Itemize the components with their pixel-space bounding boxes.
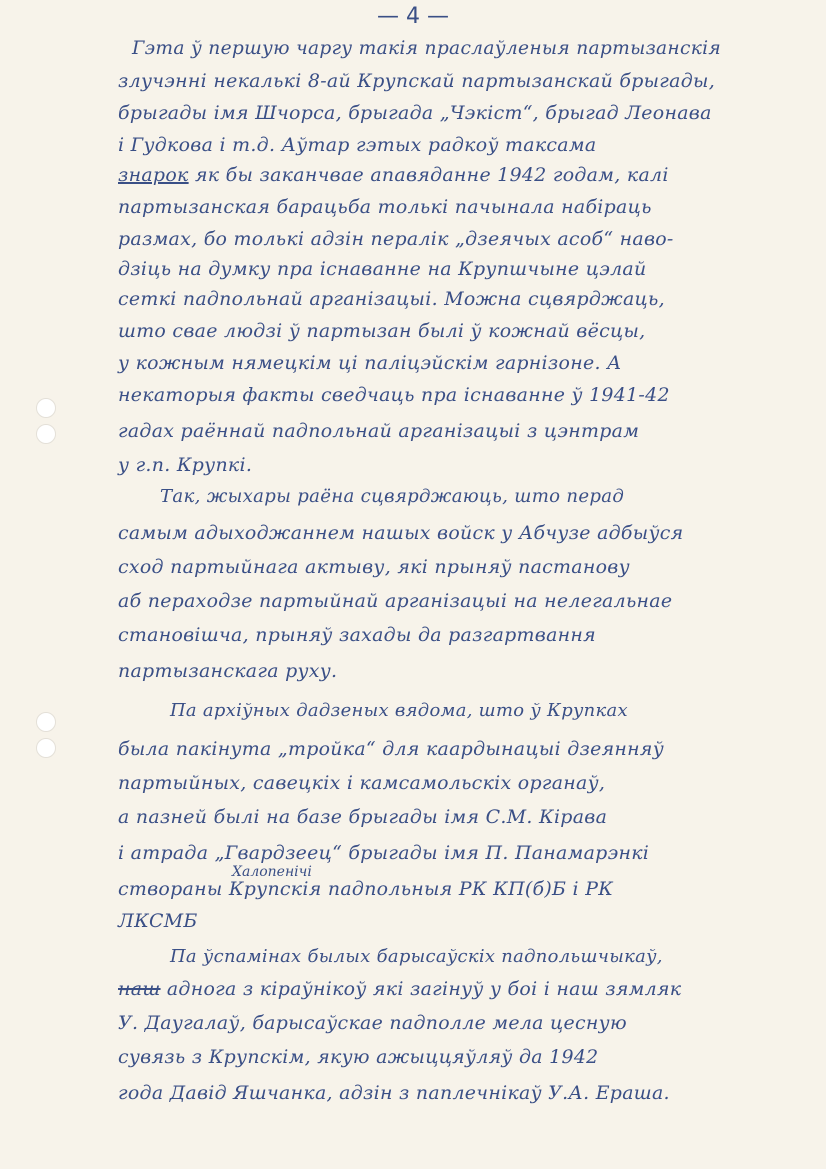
text-line: Так, жыхары раёна сцвярджаюць, што перад — [160, 486, 625, 507]
text-line: у кожным нямецкім ці паліцэйскім гарнізоне. А — [118, 352, 622, 374]
text-line: і Гудкова і т.д. Аўтар гэтых радкоў таксама — [118, 134, 597, 156]
text-line: што свае людзі ў партызан былі ў кожнай вёсцы, — [118, 320, 646, 342]
text-line: размах, бо толькі адзін пералік „дзеячых асоб“ наво- — [118, 228, 674, 250]
text-line: брыгады імя Шчорса, брыгада „Чэкіст“, брыгад Леонава — [118, 102, 712, 124]
struck-word: наш — [118, 978, 161, 1000]
text-line: і атрада „Гвардзеец“ брыгады імя П. Панамарэнкі — [118, 842, 650, 864]
underlined-word: знарок — [118, 164, 189, 186]
text-line: становішча, прыняў захады да разгартвання — [118, 624, 596, 646]
page-number: — 4 — — [377, 4, 449, 29]
text-line: партызанскага руху. — [118, 660, 338, 682]
text-line: Па ўспамінах былых барысаўскіх падпольшчыкаў, — [170, 946, 663, 967]
text-line: партыйных, савецкіх і камсамольскіх органаў, — [118, 772, 606, 794]
text-line — [0, 164, 826, 186]
text-line: года Давід Яшчанка, адзін з паплечнікаў У.А. Ераша. — [118, 1082, 670, 1104]
text-line-tail: як бы заканчвае апавяданне 1942 годам, калі — [194, 164, 669, 186]
text-line: сход партыйнага актыву, які прыняў пастанову — [118, 556, 630, 578]
text-line: партызанская барацьба толькі пачынала набіраць — [118, 196, 652, 218]
text-line: У. Даугалаў, барысаўскае падполле мела цесную — [118, 1012, 627, 1034]
text-line: гадах раённай падпольнай арганізацыі з цэнтрам — [118, 420, 640, 442]
text-line: самым адыходжаннем нашых войск у Абчузе адбыўся — [118, 522, 684, 544]
text-line: аб пераходзе партыйнай арганізацыі на нелегальнае — [118, 590, 673, 612]
text-line: некаторыя факты сведчаць пра існаванне ў 1941-42 — [118, 384, 670, 406]
text-line: Па архіўных дадзеных вядома, што ў Крупках — [170, 700, 628, 721]
text-line — [0, 978, 826, 1000]
text-line: сеткі падпольнай арганізацыі. Можна сцвярджаць, — [118, 288, 665, 310]
text-line: злучэнні некалькі 8-ай Крупскай партызанскай брыгады, — [118, 70, 716, 92]
text-line: створаны Крупскія падпольныя РК КП(б)Б і РК — [118, 878, 614, 900]
text-line: сувязь з Крупскім, якую ажыццяўляў да 1942 — [118, 1046, 599, 1068]
text-line-tail: аднога з кіраўнікоў які загінуў у боі і наш зямляк — [166, 978, 682, 1000]
interlinear-insert: Халопенічі — [232, 864, 312, 880]
text-line: была пакінута „тройка“ для каардынацыі дзеянняў — [118, 738, 665, 760]
text-line: Гэта ў першую чаргу такія праслаўленыя партызанскія — [132, 38, 722, 59]
text-line: у г.п. Крупкі. — [118, 454, 253, 476]
text-line: дзіць на думку пра існаванне на Крупшчыне цэлай — [118, 258, 647, 280]
text-line: ЛКСМБ — [118, 910, 198, 932]
text-line: а пазней былі на базе брыгады імя С.М. Кірава — [118, 806, 608, 828]
